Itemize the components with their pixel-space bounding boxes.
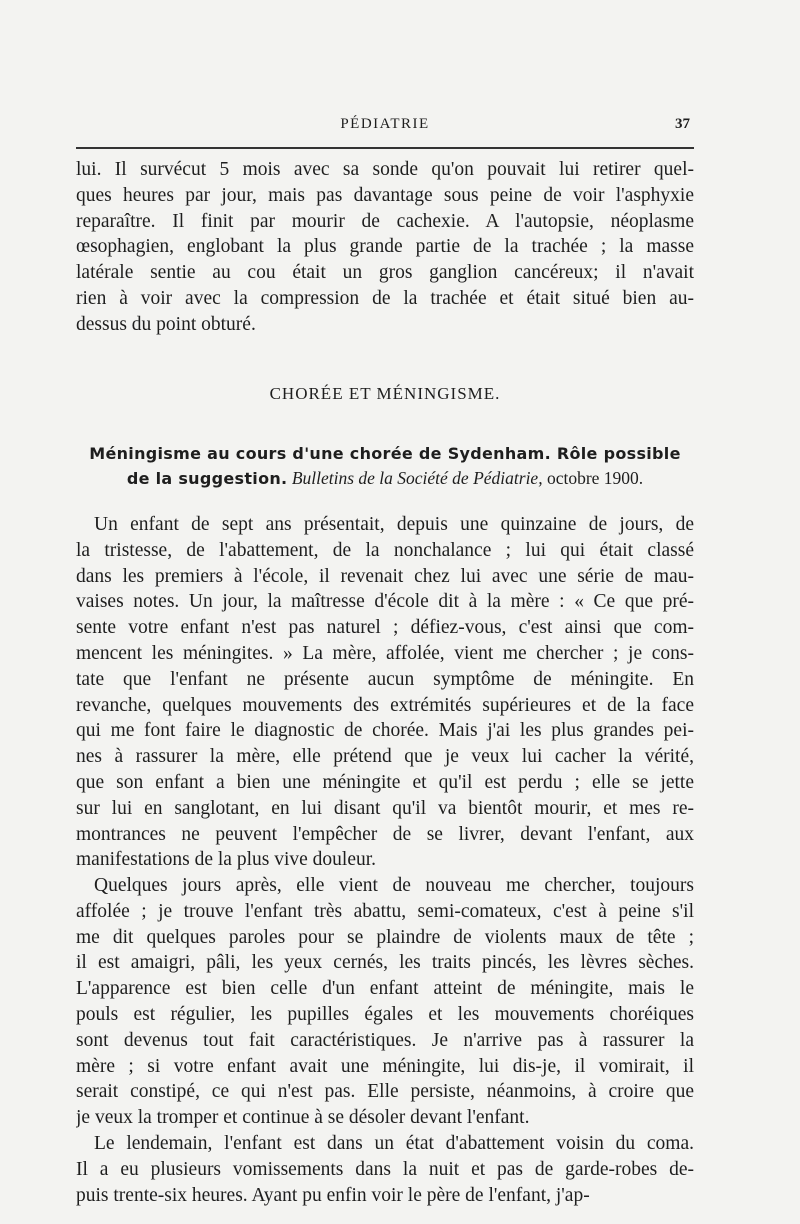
text-line: que son enfant a bien une méningite et qu'il est perdu ; elle se jette xyxy=(76,771,694,793)
text-line: lui. Il survécut 5 mois avec sa sonde qu'on pouvait lui retirer quel- xyxy=(76,159,694,180)
text-line: pouls est régulier, les pupilles égales et les mouvements choréiques xyxy=(76,1003,694,1025)
article-source: Bulletins de la Société de Pédiatrie, xyxy=(291,468,543,488)
text-line: qui me font faire le diagnostic de chorée. Mais j'ai les plus grandes pei- xyxy=(76,720,694,742)
text-line: serait constipé, ce qui n'est pas. Elle persiste, néanmoins, à croire que xyxy=(76,1081,694,1103)
intro-paragraph xyxy=(76,157,694,338)
text-line: nes à rassurer la mère, elle prétend que je veux lui cacher la vérité, xyxy=(76,746,694,768)
page-number: 37 xyxy=(675,116,690,132)
text-line: latérale sentie au cou était un gros ganglion cancéreux; il n'avait xyxy=(76,262,694,284)
text-line: dessus du point obturé. xyxy=(76,313,256,335)
text-line: puis trente-six heures. Ayant pu enfin voir le père de l'enfant, j'ap- xyxy=(76,1184,590,1206)
text-line: ques heures par jour, mais pas davantage sous peine de voir l'asphyxie xyxy=(76,184,694,206)
text-line: reparaître. Il finit par mourir de cachexie. A l'autopsie, néoplasme xyxy=(76,210,694,232)
article-title-line1: Méningisme au cours d'une chorée de Sydenham. Rôle possible xyxy=(89,444,681,463)
text-line: Il a eu plusieurs vomissements dans la nuit et pas de garde-robes de- xyxy=(76,1158,694,1180)
running-title: PÉDIATRIE xyxy=(340,116,430,132)
text-line: tate que l'enfant ne présente aucun symptôme de méningite. En xyxy=(76,668,694,690)
header-rule xyxy=(76,147,694,149)
text-line: Quelques jours après, elle vient de nouveau me chercher, toujours xyxy=(94,875,694,896)
text-line: sont devenus tout fait caractéristiques. Je n'arrive pas à rassurer la xyxy=(76,1029,694,1051)
text-line: sente votre enfant n'est pas naturel ; défiez-vous, c'est ainsi que com- xyxy=(76,617,694,639)
text-line: la tristesse, de l'abattement, de la nonchalance ; lui qui était classé xyxy=(76,539,694,561)
text-line: Un enfant de sept ans présentait, depuis une quinzaine de jours, de xyxy=(94,514,694,535)
text-line: sur lui en sanglotant, en lui disant qu'il va bientôt mourir, et mes re- xyxy=(76,797,694,819)
text-line: affolée ; je trouve l'enfant très abattu, semi-comateux, c'est à peine s'il xyxy=(76,900,694,922)
page-header xyxy=(76,116,694,140)
article-title xyxy=(76,441,694,491)
paragraph-3 xyxy=(76,1131,694,1208)
text-line: L'apparence est bien celle d'un enfant atteint de méningite, mais le xyxy=(76,978,694,1000)
text-line: mère ; si votre enfant avait une méningite, lui dis-je, il vomirait, il xyxy=(76,1055,694,1077)
text-line: Le lendemain, l'enfant est dans un état d'abattement voisin du coma. xyxy=(94,1133,694,1154)
text-line: manifestations de la plus vive douleur. xyxy=(76,849,377,871)
text-line: rien à voir avec la compression de la trachée et était situé bien au- xyxy=(76,287,694,309)
text-line: revanche, quelques mouvements des extrémités supérieures et de la face xyxy=(76,694,694,716)
text-line: dans les premiers à l'école, il revenait chez lui avec une série de mau- xyxy=(76,565,694,587)
text-line: montrances ne peuvent l'empêcher de se livrer, devant l'enfant, aux xyxy=(76,823,694,845)
section-heading: CHORÉE ET MÉNINGISME. xyxy=(269,384,501,403)
text-line: vaises notes. Un jour, la maîtresse d'école dit à la mère : « Ce que pré- xyxy=(76,591,694,613)
text-line: œsophagien, englobant la plus grande partie de la trachée ; la masse xyxy=(76,236,694,258)
article-date: octobre 1900. xyxy=(546,468,644,488)
paragraph-1 xyxy=(76,512,694,873)
text-line: me dit quelques paroles pour se plaindre de violents maux de tête ; xyxy=(76,926,694,948)
text-line: mencent les méningites. » La mère, affolée, vient me chercher ; je cons- xyxy=(76,642,694,664)
text-line: il est amaigri, pâli, les yeux cernés, les traits pincés, les lèvres sèches. xyxy=(76,952,694,974)
text-line: je veux la tromper et continue à se désoler devant l'enfant. xyxy=(76,1107,530,1129)
paragraph-2 xyxy=(76,873,694,1131)
article-title-line2: de la suggestion. xyxy=(126,469,288,488)
